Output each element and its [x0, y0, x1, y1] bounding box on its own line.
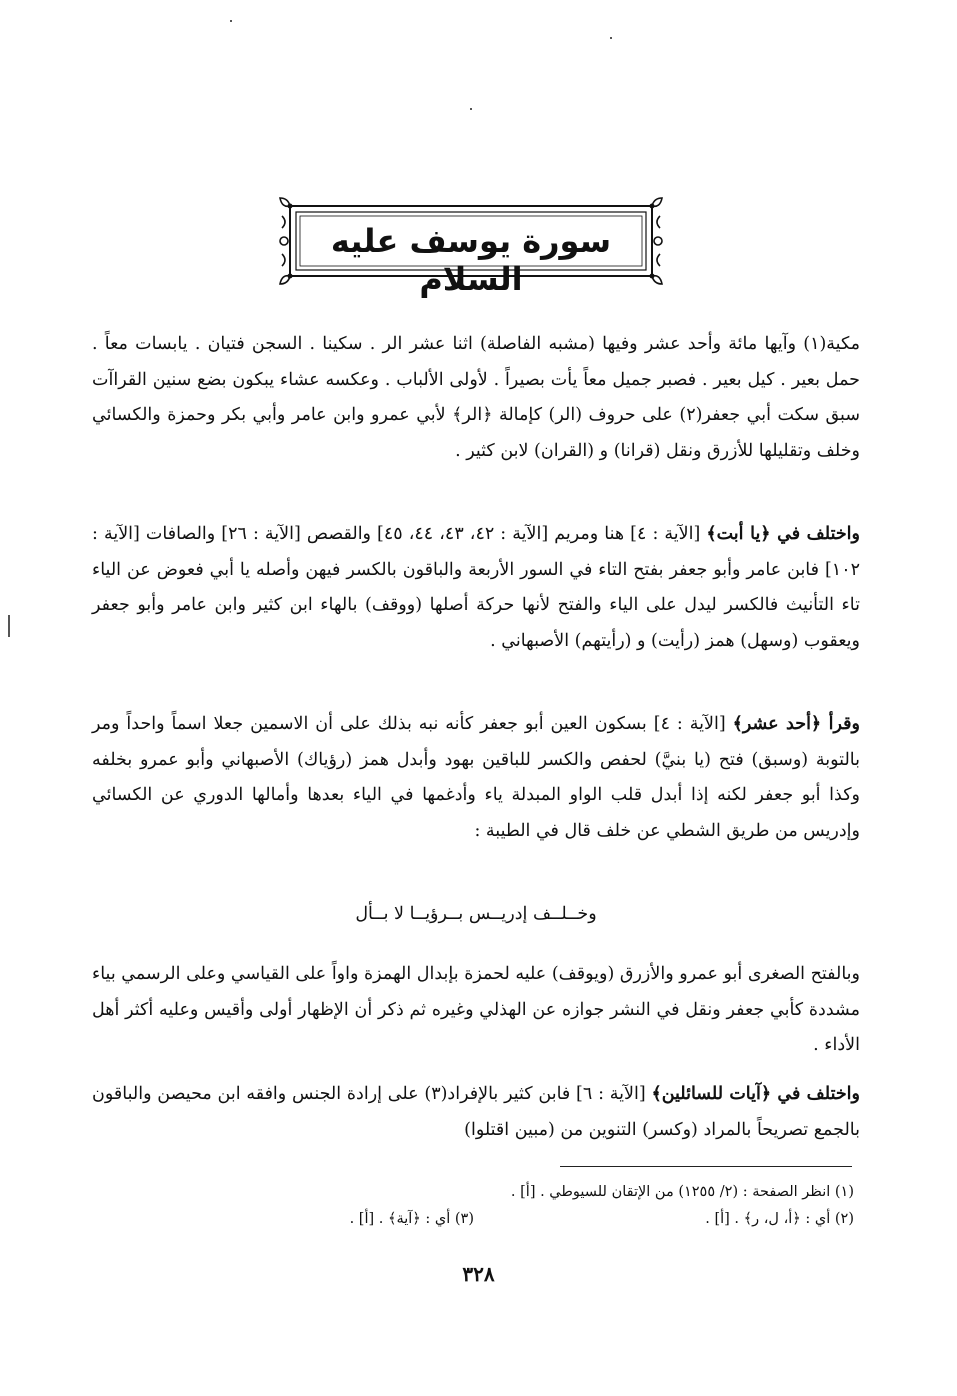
paragraph-2 — [92, 517, 860, 659]
footnote-1: (١) انظر الصفحة : (٢/ ١٢٥٥) من الإتقان للسيوطي . [أ] . — [510, 1184, 854, 1200]
footnote-2: (٢) أي : ﴿أ، ل، ر﴾ . [أ] . — [705, 1211, 854, 1227]
footnote-separator — [560, 1166, 852, 1167]
paragraph-text: مكية(١) وآيها مائة وأحد عشر وفيها (مشبه الفاصلة) اثنا عشر الر . سكينا . السجن فتيان . يابسات معاً . حمل بعير . كيل بعير . فصبر جميل معاً يأت بصيراً . لأولى الألباب . وعكسه عشاء يبكون بضع سنين القراآت سبق سكت أبي جعفر(٢) على حروف (الر) كإمالة ﴿الر﴾ لأبي عمرو وابن عامر وأبي بكر وحمزة والكسائي وخلف وتقليلها للأزرق ونقل (قرانا) و (القران) لابن كثير . — [92, 334, 860, 461]
surah-title: سورة يوسف عليه السلام — [330, 222, 612, 298]
paragraph-lead: واختلف في ﴿آيات للسائلين﴾ — [651, 1084, 860, 1104]
paragraph-text: [الآية : ٦] فابن كثير بالإفراد(٣) على إرادة الجنس وافقه ابن محيصن والباقون بالجمع تصريحاً بالمراد (وكسر) التنوين من (مبين اقتلوا) — [92, 1084, 860, 1140]
paragraph-text: [الآية : ٤] بسكون العين أبو جعفر كأنه نبه بذلك على أن الاسمين جعلا اسماً واحداً ومر بالتوبة (وسبق) فتح (يا بنيَّ) لحفص والكسر للباقين بهود وأبدل همز (رؤياك) الأصبهاني وأبو عمرو بخلفه وكذا أبو جعفر لكنه إذا أبدل قلب الواو المبدلة ياء وأدغمها في الياء بعدها وأمالها الدوري عن الكسائي وإدريس من طريق الشطي عن خلف قال في الطيبة : — [92, 714, 860, 841]
poem-verse: وخــلــف إدريــس بــرؤيــا لا بــأل — [355, 904, 597, 924]
paragraph-text: [الآية : ٤] هنا ومريم [الآية : ٤٢، ٤٣، ٤٤، ٤٥] والقصص [الآية : ٢٦] والصافات [الآية : ١٠٢] فابن عامر وأبو جعفر بفتح التاء في السور الأربعة والباقون بالكسر فيهن وأصله يا أبي فعوض عن الياء تاء التأنيث فالكسر ليدل على الياء والفتح لأنها حركة أصلها (ووقف) بالهاء ابن كثير وابن عامر وأبو جعفر ويعقوب (وسهل) همز (رأيت) و (رأيتهم) الأصبهاني . — [92, 524, 860, 651]
page-number: ٣٢٨ — [462, 1262, 495, 1286]
paragraph-lead: وقرأ ﴿أحد عشر﴾ — [732, 714, 860, 734]
paragraph-text: وبالفتح الصغرى أبو عمرو والأزرق (ويوقف) عليه لحمزة بإبدال الهمزة واواً على القياسي وعلى الرسمي بياء مشددة كأبي جعفر ونقل في النشر جوازه عن الهذلي وغيره ثم ذكر أن الإظهار أولى وأقيس وعليه أكثر أهل الأداء . — [92, 964, 860, 1055]
scan-speck — [470, 108, 472, 110]
surah-title-frame — [276, 196, 666, 298]
paragraph-3 — [92, 707, 860, 849]
scan-speck — [610, 37, 612, 39]
scan-speck — [230, 20, 232, 22]
paragraph-1 — [92, 327, 860, 469]
paragraph-lead: واختلف في ﴿يا أبت﴾ — [706, 524, 860, 544]
paragraph-4 — [92, 957, 860, 1064]
paragraph-5 — [92, 1077, 860, 1148]
scan-speck — [8, 615, 10, 637]
footnote-3: (٣) أي : ﴿آية﴾ . [أ] . — [349, 1211, 474, 1227]
